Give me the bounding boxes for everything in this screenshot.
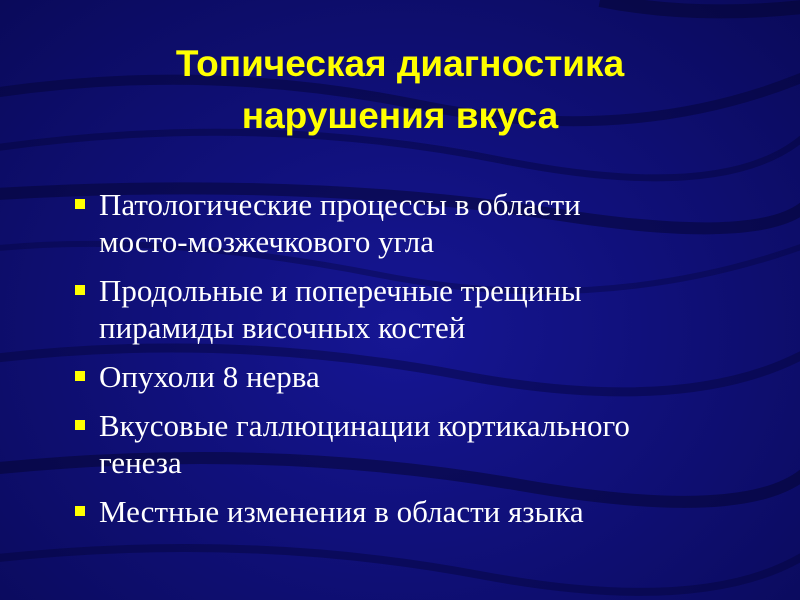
bullet-text-line: генеза (99, 445, 182, 480)
bullet-text-line: мосто-мозжечкового угла (99, 224, 434, 259)
bullet-text-line: Опухоли 8 нерва (99, 359, 320, 394)
bullet-text-line: Местные изменения в области языка (99, 494, 584, 529)
bullet-item (72, 407, 772, 481)
bullet-list (72, 186, 772, 542)
square-bullet-icon (75, 371, 85, 381)
bullet-item (72, 358, 772, 395)
bullet-text-line: Вкусовые галлюцинации кортикального (99, 408, 630, 443)
bullet-text-line: Патологические процессы в области (99, 187, 581, 222)
bullet-item (72, 493, 772, 530)
slide-title (0, 38, 800, 142)
bullet-text-line: пирамиды височных костей (99, 310, 466, 345)
slide-title-line: нарушения вкуса (241, 95, 559, 136)
square-bullet-icon (75, 199, 85, 209)
bullet-item (72, 272, 772, 346)
square-bullet-icon (75, 420, 85, 430)
square-bullet-icon (75, 285, 85, 295)
slide-title-line: Топическая диагностика (175, 43, 625, 84)
bullet-text-line: Продольные и поперечные трещины (99, 273, 582, 308)
square-bullet-icon (75, 506, 85, 516)
bullet-item (72, 186, 772, 260)
